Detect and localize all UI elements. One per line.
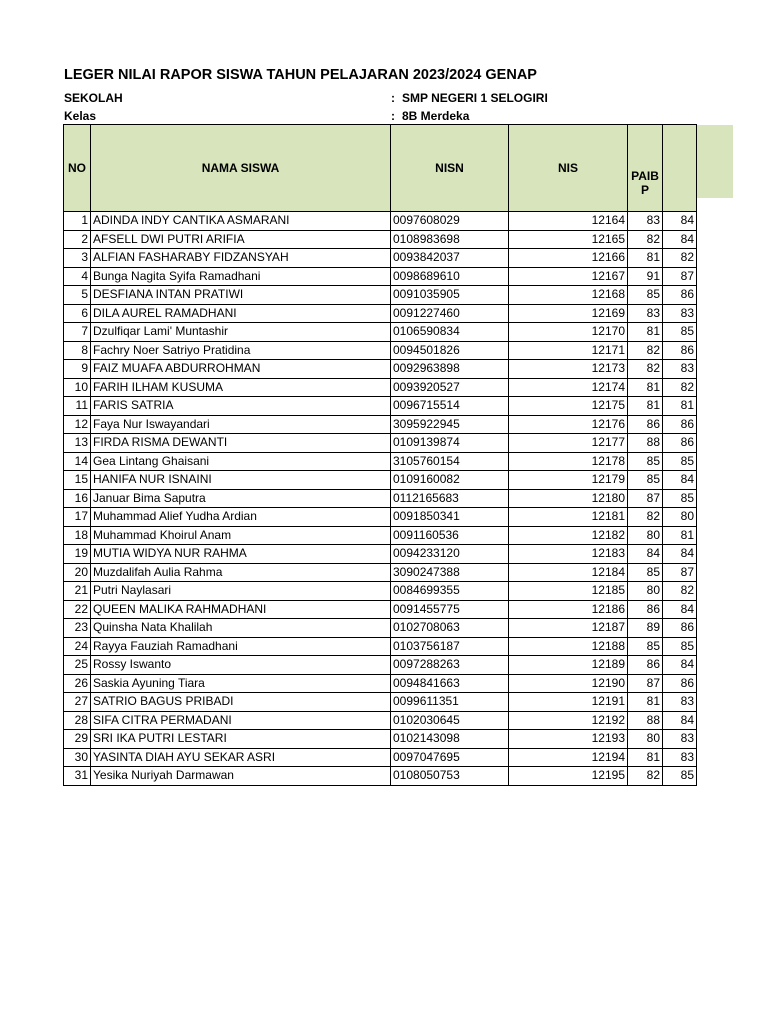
table-row xyxy=(64,415,697,434)
cell-nisn: 0112165683 xyxy=(391,489,509,508)
cell-col6: 82 xyxy=(663,249,697,268)
sekolah-colon: : xyxy=(391,91,395,105)
cell-paibp: 85 xyxy=(628,286,663,305)
cell-col6: 84 xyxy=(663,471,697,490)
cell-no: 16 xyxy=(64,489,91,508)
cell-nisn: 0099611351 xyxy=(391,693,509,712)
cell-paibp: 86 xyxy=(628,600,663,619)
header-nama: NAMA SISWA xyxy=(91,125,391,212)
table-row xyxy=(64,212,697,231)
cell-col6: 83 xyxy=(663,304,697,323)
cell-col6: 87 xyxy=(663,267,697,286)
cell-nisn: 0096715514 xyxy=(391,397,509,416)
cell-nis: 12195 xyxy=(509,767,628,786)
cell-no: 31 xyxy=(64,767,91,786)
cell-no: 30 xyxy=(64,748,91,767)
cell-paibp: 86 xyxy=(628,656,663,675)
cell-no: 1 xyxy=(64,212,91,231)
table-row xyxy=(64,360,697,379)
cell-nis: 12165 xyxy=(509,230,628,249)
table-row xyxy=(64,767,697,786)
cell-nisn: 0091850341 xyxy=(391,508,509,527)
cell-nisn: 0108050753 xyxy=(391,767,509,786)
cell-nama: ADINDA INDY CANTIKA ASMARANI xyxy=(91,212,391,231)
cell-col6: 86 xyxy=(663,434,697,453)
cell-col6: 83 xyxy=(663,730,697,749)
cell-nis: 12168 xyxy=(509,286,628,305)
cell-nama: DESFIANA INTAN PRATIWI xyxy=(91,286,391,305)
cell-nama: Muzdalifah Aulia Rahma xyxy=(91,563,391,582)
cell-col6: 83 xyxy=(663,748,697,767)
cell-nama: Rossy Iswanto xyxy=(91,656,391,675)
cell-col6: 86 xyxy=(663,619,697,638)
cell-no: 14 xyxy=(64,452,91,471)
cell-nama: Muhammad Alief Yudha Ardian xyxy=(91,508,391,527)
cell-nisn: 0108983698 xyxy=(391,230,509,249)
cell-nisn: 0094841663 xyxy=(391,674,509,693)
cell-no: 29 xyxy=(64,730,91,749)
cell-nis: 12171 xyxy=(509,341,628,360)
cell-no: 24 xyxy=(64,637,91,656)
cell-paibp: 83 xyxy=(628,304,663,323)
cell-col6: 85 xyxy=(663,637,697,656)
cell-no: 26 xyxy=(64,674,91,693)
cell-nisn: 3090247388 xyxy=(391,563,509,582)
cell-paibp: 81 xyxy=(628,693,663,712)
header-nis: NIS xyxy=(509,125,628,212)
table-row xyxy=(64,600,697,619)
cell-nama: SATRIO BAGUS PRIBADI xyxy=(91,693,391,712)
cell-paibp: 88 xyxy=(628,711,663,730)
table-row xyxy=(64,674,697,693)
cell-nisn: 0094233120 xyxy=(391,545,509,564)
table-row xyxy=(64,434,697,453)
cell-no: 28 xyxy=(64,711,91,730)
table-header-row xyxy=(64,125,697,212)
table-row xyxy=(64,656,697,675)
cell-col6: 81 xyxy=(663,526,697,545)
table-row xyxy=(64,582,697,601)
cell-nis: 12186 xyxy=(509,600,628,619)
header-col6 xyxy=(663,125,697,212)
cell-paibp: 87 xyxy=(628,674,663,693)
cell-nama: QUEEN MALIKA RAHMADHANI xyxy=(91,600,391,619)
table-row xyxy=(64,563,697,582)
table-row xyxy=(64,545,697,564)
cell-nis: 12179 xyxy=(509,471,628,490)
cell-col6: 81 xyxy=(663,397,697,416)
cell-nisn: 0091455775 xyxy=(391,600,509,619)
cell-nis: 12164 xyxy=(509,212,628,231)
cell-nisn: 0084699355 xyxy=(391,582,509,601)
cell-paibp: 85 xyxy=(628,471,663,490)
grades-table xyxy=(63,124,697,786)
table-row xyxy=(64,748,697,767)
cell-nama: FAIZ MUAFA ABDURROHMAN xyxy=(91,360,391,379)
cell-nisn: 0091160536 xyxy=(391,526,509,545)
cell-no: 22 xyxy=(64,600,91,619)
cell-no: 7 xyxy=(64,323,91,342)
cell-nis: 12181 xyxy=(509,508,628,527)
cell-nisn: 0109160082 xyxy=(391,471,509,490)
sekolah-value: SMP NEGERI 1 SELOGIRI xyxy=(402,91,548,105)
table-row xyxy=(64,304,697,323)
cell-no: 18 xyxy=(64,526,91,545)
cell-nis: 12180 xyxy=(509,489,628,508)
cell-nama: Gea Lintang Ghaisani xyxy=(91,452,391,471)
cell-nis: 12190 xyxy=(509,674,628,693)
cell-nis: 12167 xyxy=(509,267,628,286)
cell-no: 20 xyxy=(64,563,91,582)
cell-no: 17 xyxy=(64,508,91,527)
cell-nisn: 3105760154 xyxy=(391,452,509,471)
cell-nisn: 0093920527 xyxy=(391,378,509,397)
cell-nisn: 0106590834 xyxy=(391,323,509,342)
table-row xyxy=(64,267,697,286)
cell-nis: 12173 xyxy=(509,360,628,379)
cell-paibp: 80 xyxy=(628,526,663,545)
cell-no: 3 xyxy=(64,249,91,268)
cell-no: 4 xyxy=(64,267,91,286)
cell-col6: 82 xyxy=(663,378,697,397)
kelas-value: 8B Merdeka xyxy=(402,109,470,123)
cell-nama: FIRDA RISMA DEWANTI xyxy=(91,434,391,453)
cell-nisn: 0093842037 xyxy=(391,249,509,268)
table-row xyxy=(64,471,697,490)
cell-col6: 86 xyxy=(663,286,697,305)
cell-nama: MUTIA WIDYA NUR RAHMA xyxy=(91,545,391,564)
cell-nisn: 0109139874 xyxy=(391,434,509,453)
cell-nama: HANIFA NUR ISNAINI xyxy=(91,471,391,490)
cell-nama: ALFIAN FASHARABY FIDZANSYAH xyxy=(91,249,391,268)
cell-nis: 12193 xyxy=(509,730,628,749)
cell-nis: 12169 xyxy=(509,304,628,323)
cell-paibp: 88 xyxy=(628,434,663,453)
cell-col6: 84 xyxy=(663,230,697,249)
cell-paibp: 85 xyxy=(628,563,663,582)
cell-paibp: 85 xyxy=(628,637,663,656)
cell-nama: Putri Naylasari xyxy=(91,582,391,601)
cell-paibp: 89 xyxy=(628,619,663,638)
cell-col6: 84 xyxy=(663,711,697,730)
cell-paibp: 82 xyxy=(628,341,663,360)
table-row xyxy=(64,249,697,268)
cell-nama: Saskia Ayuning Tiara xyxy=(91,674,391,693)
cell-nisn: 0091227460 xyxy=(391,304,509,323)
table-row xyxy=(64,489,697,508)
cell-no: 21 xyxy=(64,582,91,601)
table-row xyxy=(64,230,697,249)
cell-nis: 12188 xyxy=(509,637,628,656)
cell-nis: 12176 xyxy=(509,415,628,434)
cell-nama: FARIH ILHAM KUSUMA xyxy=(91,378,391,397)
cell-col6: 85 xyxy=(663,489,697,508)
cell-paibp: 87 xyxy=(628,489,663,508)
cell-paibp: 83 xyxy=(628,212,663,231)
cell-paibp: 82 xyxy=(628,360,663,379)
cell-col6: 86 xyxy=(663,341,697,360)
cell-nama: AFSELL DWI PUTRI ARIFIA xyxy=(91,230,391,249)
cell-nisn: 0102030645 xyxy=(391,711,509,730)
cell-col6: 85 xyxy=(663,767,697,786)
cell-nisn: 0098689610 xyxy=(391,267,509,286)
cell-col6: 84 xyxy=(663,656,697,675)
cell-nis: 12170 xyxy=(509,323,628,342)
cell-nis: 12183 xyxy=(509,545,628,564)
cell-nisn: 0102143098 xyxy=(391,730,509,749)
cell-no: 5 xyxy=(64,286,91,305)
table-row xyxy=(64,323,697,342)
cell-nama: SIFA CITRA PERMADANI xyxy=(91,711,391,730)
cell-no: 6 xyxy=(64,304,91,323)
table-row xyxy=(64,711,697,730)
cell-nisn: 0091035905 xyxy=(391,286,509,305)
cell-nis: 12184 xyxy=(509,563,628,582)
cell-nama: YASINTA DIAH AYU SEKAR ASRI xyxy=(91,748,391,767)
cell-col6: 84 xyxy=(663,545,697,564)
cell-no: 25 xyxy=(64,656,91,675)
cell-nis: 12194 xyxy=(509,748,628,767)
cell-col6: 83 xyxy=(663,360,697,379)
cell-col6: 86 xyxy=(663,674,697,693)
cell-paibp: 85 xyxy=(628,452,663,471)
table-row xyxy=(64,397,697,416)
header-extension xyxy=(697,125,733,198)
header-paibp: PAIB P xyxy=(628,125,663,212)
cell-col6: 83 xyxy=(663,693,697,712)
table-row xyxy=(64,378,697,397)
cell-nama: Faya Nur Iswayandari xyxy=(91,415,391,434)
cell-col6: 82 xyxy=(663,582,697,601)
cell-no: 9 xyxy=(64,360,91,379)
kelas-colon: : xyxy=(391,109,395,123)
table-row xyxy=(64,526,697,545)
cell-nis: 12185 xyxy=(509,582,628,601)
cell-paibp: 82 xyxy=(628,767,663,786)
cell-nama: Yesika Nuriyah Darmawan xyxy=(91,767,391,786)
cell-col6: 84 xyxy=(663,600,697,619)
cell-paibp: 81 xyxy=(628,748,663,767)
cell-nisn: 3095922945 xyxy=(391,415,509,434)
header-no: NO xyxy=(64,125,91,212)
cell-no: 27 xyxy=(64,693,91,712)
table-row xyxy=(64,637,697,656)
cell-no: 2 xyxy=(64,230,91,249)
cell-nama: Muhammad Khoirul Anam xyxy=(91,526,391,545)
sekolah-label: SEKOLAH xyxy=(64,91,123,105)
cell-col6: 85 xyxy=(663,323,697,342)
cell-no: 12 xyxy=(64,415,91,434)
cell-paibp: 82 xyxy=(628,508,663,527)
cell-col6: 80 xyxy=(663,508,697,527)
cell-nisn: 0097047695 xyxy=(391,748,509,767)
cell-paibp: 80 xyxy=(628,582,663,601)
cell-nama: Januar Bima Saputra xyxy=(91,489,391,508)
cell-paibp: 81 xyxy=(628,378,663,397)
cell-nama: Bunga Nagita Syifa Ramadhani xyxy=(91,267,391,286)
table-row xyxy=(64,693,697,712)
cell-col6: 84 xyxy=(663,212,697,231)
cell-nama: FARIS SATRIA xyxy=(91,397,391,416)
cell-nis: 12192 xyxy=(509,711,628,730)
table-row xyxy=(64,508,697,527)
cell-nisn: 0092963898 xyxy=(391,360,509,379)
cell-nis: 12189 xyxy=(509,656,628,675)
cell-no: 19 xyxy=(64,545,91,564)
cell-no: 13 xyxy=(64,434,91,453)
cell-nama: SRI IKA PUTRI LESTARI xyxy=(91,730,391,749)
cell-no: 23 xyxy=(64,619,91,638)
kelas-label: Kelas xyxy=(64,109,97,123)
cell-paibp: 84 xyxy=(628,545,663,564)
cell-paibp: 81 xyxy=(628,323,663,342)
cell-no: 11 xyxy=(64,397,91,416)
cell-nisn: 0097288263 xyxy=(391,656,509,675)
cell-no: 10 xyxy=(64,378,91,397)
cell-col6: 86 xyxy=(663,415,697,434)
cell-nis: 12191 xyxy=(509,693,628,712)
table-row xyxy=(64,452,697,471)
cell-nama: Rayya Fauziah Ramadhani xyxy=(91,637,391,656)
cell-nisn: 0094501826 xyxy=(391,341,509,360)
cell-nisn: 0102708063 xyxy=(391,619,509,638)
cell-nisn: 0103756187 xyxy=(391,637,509,656)
document-title: LEGER NILAI RAPOR SISWA TAHUN PELAJARAN 2023/2024 GENAP xyxy=(64,67,537,83)
cell-paibp: 91 xyxy=(628,267,663,286)
cell-nis: 12177 xyxy=(509,434,628,453)
table-row xyxy=(64,619,697,638)
cell-nama: Quinsha Nata Khalilah xyxy=(91,619,391,638)
cell-col6: 85 xyxy=(663,452,697,471)
cell-nama: Dzulfiqar Lami' Muntashir xyxy=(91,323,391,342)
cell-nis: 12175 xyxy=(509,397,628,416)
cell-paibp: 82 xyxy=(628,230,663,249)
table-row xyxy=(64,341,697,360)
cell-nama: DILA AUREL RAMADHANI xyxy=(91,304,391,323)
header-nisn: NISN xyxy=(391,125,509,212)
cell-nis: 12182 xyxy=(509,526,628,545)
cell-nama: Fachry Noer Satriyo Pratidina xyxy=(91,341,391,360)
table-row xyxy=(64,286,697,305)
cell-paibp: 80 xyxy=(628,730,663,749)
cell-paibp: 81 xyxy=(628,397,663,416)
cell-nis: 12166 xyxy=(509,249,628,268)
cell-nis: 12174 xyxy=(509,378,628,397)
cell-no: 15 xyxy=(64,471,91,490)
cell-nisn: 0097608029 xyxy=(391,212,509,231)
cell-paibp: 81 xyxy=(628,249,663,268)
cell-col6: 87 xyxy=(663,563,697,582)
cell-nis: 12187 xyxy=(509,619,628,638)
table-row xyxy=(64,730,697,749)
cell-no: 8 xyxy=(64,341,91,360)
cell-nis: 12178 xyxy=(509,452,628,471)
cell-paibp: 86 xyxy=(628,415,663,434)
